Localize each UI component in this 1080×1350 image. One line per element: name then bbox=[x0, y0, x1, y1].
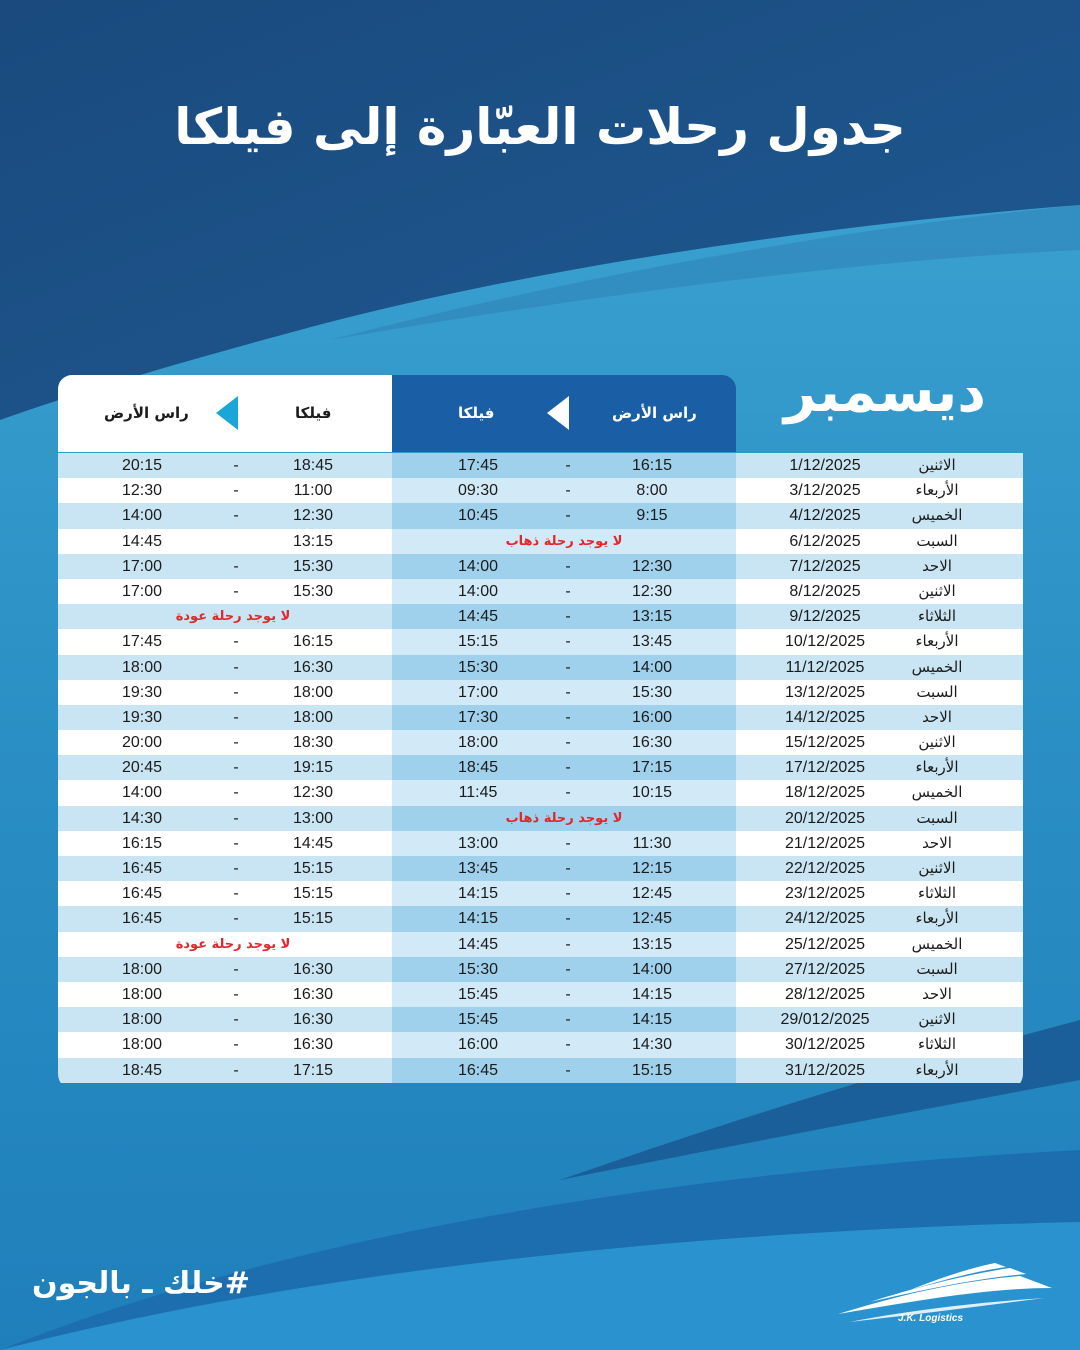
out-dep-cell: 12:30 bbox=[631, 582, 673, 600]
out-arr-cell: 16:45 bbox=[457, 1061, 499, 1079]
ret-arr-cell: 12:30 bbox=[121, 482, 163, 500]
day-cell: الأربعاء bbox=[915, 632, 959, 651]
table-row bbox=[58, 529, 1023, 554]
out-arr-cell: 14:15 bbox=[457, 910, 499, 928]
day-cell: الثلاثاء bbox=[917, 884, 957, 903]
day-cell: السبت bbox=[916, 531, 958, 550]
out-dep-cell: 17:15 bbox=[631, 759, 673, 777]
row-band bbox=[736, 554, 1023, 579]
row-band bbox=[58, 730, 392, 755]
row-band bbox=[392, 655, 736, 680]
return-from-label: فيلكا bbox=[295, 404, 332, 422]
row-band bbox=[58, 453, 392, 478]
ret-arr-cell: 14:45 bbox=[121, 532, 163, 550]
out-sep-cell: - bbox=[565, 507, 571, 525]
ret-arr-cell: 20:45 bbox=[121, 759, 163, 777]
ret-sep-cell: - bbox=[233, 759, 239, 777]
ret-dep-cell: 17:15 bbox=[292, 1061, 334, 1079]
day-cell: الاثنين bbox=[918, 456, 956, 474]
row-band bbox=[736, 1032, 1023, 1057]
table-row bbox=[58, 1007, 1023, 1032]
table-row bbox=[58, 478, 1023, 503]
day-cell: الاحد bbox=[922, 984, 952, 1003]
table-row bbox=[58, 1058, 1023, 1083]
out-arr-cell: 15:45 bbox=[457, 985, 499, 1003]
day-cell: الاحد bbox=[922, 833, 952, 852]
day-cell: الثلاثاء bbox=[917, 607, 957, 626]
out-arr-cell: 14:00 bbox=[457, 582, 499, 600]
ret-dep-cell: 18:30 bbox=[292, 734, 334, 752]
ret-dep-cell: 12:30 bbox=[292, 507, 334, 525]
date-cell: 20/12/2025 bbox=[784, 809, 866, 827]
day-cell: الخميس bbox=[911, 506, 963, 525]
row-band bbox=[392, 780, 736, 805]
out-dep-cell: 15:15 bbox=[631, 1061, 673, 1079]
row-band bbox=[392, 1007, 736, 1032]
table-row bbox=[58, 604, 1023, 629]
ret-arr-cell: 19:30 bbox=[121, 683, 163, 701]
ret-dep-cell: 12:30 bbox=[292, 784, 334, 802]
row-band bbox=[392, 579, 736, 604]
ret-sep-cell: - bbox=[233, 507, 239, 525]
date-cell: 14/12/2025 bbox=[784, 708, 866, 726]
row-band bbox=[392, 680, 736, 705]
ret-dep-cell: 16:30 bbox=[292, 1011, 334, 1029]
out-dep-cell: 14:30 bbox=[631, 1036, 673, 1054]
out-dep-cell: 14:15 bbox=[631, 1011, 673, 1029]
row-band bbox=[392, 856, 736, 881]
row-band bbox=[58, 806, 392, 831]
row-band bbox=[736, 755, 1023, 780]
row-band bbox=[58, 1007, 392, 1032]
out-dep-cell: 13:45 bbox=[631, 633, 673, 651]
month-title: ديسمبر bbox=[784, 360, 986, 425]
row-band bbox=[736, 856, 1023, 881]
row-band bbox=[736, 1058, 1023, 1083]
row-band bbox=[58, 579, 392, 604]
row-band bbox=[58, 680, 392, 705]
table-row bbox=[58, 906, 1023, 931]
table-row bbox=[58, 655, 1023, 680]
out-dep-cell: 10:15 bbox=[631, 784, 673, 802]
out-sep-cell: - bbox=[565, 1061, 571, 1079]
table-row bbox=[58, 503, 1023, 528]
row-band bbox=[58, 478, 392, 503]
outbound-from-label: راس الأرض bbox=[612, 404, 697, 422]
ret-arr-cell: 18:00 bbox=[121, 960, 163, 978]
out-dep-cell: 16:00 bbox=[631, 708, 673, 726]
row-band bbox=[58, 881, 392, 906]
out-arr-cell: 17:30 bbox=[457, 708, 499, 726]
ret-dep-cell: 13:15 bbox=[292, 532, 334, 550]
out-sep-cell: - bbox=[565, 457, 571, 474]
row-band bbox=[58, 629, 392, 654]
row-band bbox=[392, 453, 736, 478]
out-arr-cell: 09:30 bbox=[457, 482, 499, 500]
out-arr-cell: 16:00 bbox=[457, 1036, 499, 1054]
schedule-table bbox=[58, 453, 1023, 1090]
date-cell: 30/12/2025 bbox=[784, 1036, 866, 1054]
row-band bbox=[58, 780, 392, 805]
out-dep-cell: 15:30 bbox=[631, 683, 673, 701]
row-band bbox=[392, 554, 736, 579]
row-band bbox=[736, 806, 1023, 831]
row-band bbox=[736, 655, 1023, 680]
date-cell: 25/12/2025 bbox=[784, 935, 866, 953]
out-arr-cell: 14:45 bbox=[457, 608, 499, 626]
no-trip-note: لا يوجد رحلة ذهاب bbox=[505, 533, 623, 549]
out-sep-cell: - bbox=[565, 734, 571, 752]
out-dep-cell: 12:15 bbox=[631, 860, 673, 877]
ret-dep-cell: 16:30 bbox=[292, 960, 334, 978]
row-band bbox=[736, 957, 1023, 982]
date-cell: 21/12/2025 bbox=[784, 834, 866, 852]
ret-arr-cell: 16:15 bbox=[121, 834, 163, 852]
ret-sep-cell: - bbox=[233, 834, 239, 852]
row-band bbox=[392, 1032, 736, 1057]
ret-arr-cell: 14:00 bbox=[121, 507, 163, 525]
day-cell: الخميس bbox=[911, 934, 963, 953]
ret-sep-cell: - bbox=[233, 1011, 239, 1029]
out-dep-cell: 14:00 bbox=[631, 658, 673, 676]
date-cell: 23/12/2025 bbox=[784, 885, 866, 903]
row-band bbox=[392, 881, 736, 906]
out-arr-cell: 13:45 bbox=[457, 860, 499, 877]
date-cell: 18/12/2025 bbox=[784, 784, 866, 802]
row-band bbox=[392, 932, 736, 957]
ret-arr-cell: 20:15 bbox=[121, 457, 163, 474]
row-band bbox=[58, 1032, 392, 1057]
out-sep-cell: - bbox=[565, 1036, 571, 1054]
out-sep-cell: - bbox=[565, 759, 571, 777]
date-cell: 28/12/2025 bbox=[784, 985, 866, 1003]
row-band bbox=[736, 906, 1023, 931]
page-title: جدول رحلات العبّارة إلى فيلكا bbox=[174, 98, 906, 156]
row-band bbox=[58, 856, 392, 881]
ret-dep-cell: 15:30 bbox=[292, 557, 334, 575]
ret-dep-cell: 14:45 bbox=[292, 834, 334, 852]
ret-arr-cell: 17:00 bbox=[121, 557, 163, 575]
date-cell: 22/12/2025 bbox=[784, 860, 866, 877]
ret-dep-cell: 15:30 bbox=[292, 582, 334, 600]
logo-text: J.K. Logistics bbox=[898, 1313, 964, 1324]
row-band bbox=[392, 982, 736, 1007]
day-cell: السبت bbox=[916, 682, 958, 701]
date-cell: 31/12/2025 bbox=[784, 1061, 866, 1079]
ret-arr-cell: 18:45 bbox=[121, 1061, 163, 1079]
row-band bbox=[736, 730, 1023, 755]
date-cell: 15/12/2025 bbox=[784, 734, 866, 752]
no-trip-note: لا يوجد رحلة ذهاب bbox=[505, 810, 623, 826]
day-cell: السبت bbox=[916, 808, 958, 827]
out-sep-cell: - bbox=[565, 582, 571, 600]
row-band bbox=[392, 730, 736, 755]
date-cell: 27/12/2025 bbox=[784, 960, 866, 978]
day-cell: الأربعاء bbox=[915, 758, 959, 777]
out-dep-cell: 13:15 bbox=[631, 608, 673, 626]
table-row bbox=[58, 957, 1023, 982]
table-row bbox=[58, 755, 1023, 780]
date-cell: 4/12/2025 bbox=[789, 507, 861, 525]
ret-dep-cell: 15:15 bbox=[292, 885, 334, 903]
date-cell: 11/12/2025 bbox=[785, 658, 865, 676]
ret-arr-cell: 17:45 bbox=[121, 633, 163, 651]
table-row bbox=[58, 881, 1023, 906]
date-cell: 8/12/2025 bbox=[789, 582, 861, 600]
ret-dep-cell: 11:00 bbox=[293, 482, 333, 500]
row-band bbox=[58, 1058, 392, 1083]
out-sep-cell: - bbox=[565, 1011, 571, 1029]
out-dep-cell: 12:30 bbox=[631, 557, 673, 575]
day-cell: الأربعاء bbox=[915, 481, 959, 500]
day-cell: الاثنين bbox=[918, 581, 956, 600]
table-row bbox=[58, 453, 1023, 478]
ret-dep-cell: 15:15 bbox=[292, 860, 334, 877]
no-trip-note: لا يوجد رحلة عودة bbox=[175, 936, 291, 952]
ret-sep-cell: - bbox=[233, 683, 239, 701]
table-row bbox=[58, 932, 1023, 957]
row-band bbox=[736, 453, 1023, 478]
ret-sep-cell: - bbox=[233, 557, 239, 575]
out-sep-cell: - bbox=[565, 860, 571, 877]
ret-arr-cell: 14:30 bbox=[121, 809, 163, 827]
out-sep-cell: - bbox=[565, 784, 571, 802]
triangle-left-cyan-icon bbox=[216, 396, 238, 430]
out-sep-cell: - bbox=[565, 910, 571, 928]
table-row bbox=[58, 780, 1023, 805]
day-cell: الأربعاء bbox=[915, 1060, 959, 1079]
table-row bbox=[58, 554, 1023, 579]
ret-sep-cell: - bbox=[233, 960, 239, 978]
out-dep-cell: 12:45 bbox=[631, 885, 673, 903]
row-band bbox=[736, 503, 1023, 528]
table-row bbox=[58, 705, 1023, 730]
row-band bbox=[58, 982, 392, 1007]
ret-sep-cell: - bbox=[233, 482, 239, 500]
date-cell: 10/12/2025 bbox=[784, 633, 866, 651]
day-cell: الثلاثاء bbox=[917, 1035, 957, 1054]
row-band bbox=[736, 680, 1023, 705]
boat-waves-logo-icon bbox=[830, 1258, 1055, 1338]
table-row bbox=[58, 730, 1023, 755]
ret-sep-cell: - bbox=[233, 658, 239, 676]
row-band bbox=[392, 831, 736, 856]
table-row bbox=[58, 680, 1023, 705]
ret-sep-cell: - bbox=[233, 985, 239, 1003]
ret-dep-cell: 18:45 bbox=[292, 457, 334, 474]
out-arr-cell: 15:30 bbox=[457, 960, 499, 978]
ret-arr-cell: 16:45 bbox=[121, 860, 163, 877]
out-dep-cell: 9:15 bbox=[636, 507, 668, 525]
ret-dep-cell: 16:30 bbox=[292, 985, 334, 1003]
row-band bbox=[58, 831, 392, 856]
row-band bbox=[392, 957, 736, 982]
out-dep-cell: 16:30 bbox=[631, 734, 673, 752]
row-band bbox=[736, 579, 1023, 604]
ret-sep-cell: - bbox=[233, 910, 239, 928]
day-cell: الاثنين bbox=[918, 1010, 956, 1029]
hashtag-text: #خلك ـ بالجون bbox=[32, 1266, 250, 1301]
ret-arr-cell: 18:00 bbox=[121, 1011, 163, 1029]
date-cell: 29/012/2025 bbox=[780, 1011, 870, 1029]
out-arr-cell: 17:00 bbox=[457, 683, 499, 701]
ret-sep-cell: - bbox=[233, 1036, 239, 1054]
ret-arr-cell: 18:00 bbox=[121, 658, 163, 676]
ret-arr-cell: 18:00 bbox=[121, 985, 163, 1003]
ret-dep-cell: 16:30 bbox=[292, 658, 334, 676]
out-sep-cell: - bbox=[565, 935, 571, 953]
out-arr-cell: 18:45 bbox=[457, 759, 499, 777]
date-cell: 3/12/2025 bbox=[789, 482, 861, 500]
ret-arr-cell: 20:00 bbox=[121, 734, 163, 752]
ret-dep-cell: 16:15 bbox=[292, 633, 334, 651]
out-arr-cell: 18:00 bbox=[457, 734, 499, 752]
out-arr-cell: 17:45 bbox=[457, 457, 499, 474]
row-band bbox=[736, 705, 1023, 730]
out-sep-cell: - bbox=[565, 633, 571, 651]
row-band bbox=[58, 755, 392, 780]
ret-arr-cell: 18:00 bbox=[121, 1036, 163, 1054]
day-cell: الخميس bbox=[911, 783, 963, 802]
row-band bbox=[392, 1058, 736, 1083]
out-sep-cell: - bbox=[565, 834, 571, 852]
out-dep-cell: 13:15 bbox=[631, 935, 673, 953]
ret-sep-cell: - bbox=[233, 784, 239, 802]
table-row bbox=[58, 982, 1023, 1007]
row-band bbox=[736, 1007, 1023, 1032]
ret-sep-cell: - bbox=[233, 809, 239, 827]
ret-dep-cell: 16:30 bbox=[292, 1036, 334, 1054]
ret-dep-cell: 15:15 bbox=[292, 910, 334, 928]
date-cell: 24/12/2025 bbox=[784, 910, 866, 928]
ret-arr-cell: 17:00 bbox=[121, 582, 163, 600]
table-row bbox=[58, 629, 1023, 654]
ret-arr-cell: 14:00 bbox=[121, 784, 163, 802]
triangle-left-white-icon bbox=[547, 396, 569, 430]
row-band bbox=[736, 629, 1023, 654]
table-row bbox=[58, 856, 1023, 881]
out-arr-cell: 14:00 bbox=[457, 557, 499, 575]
ret-dep-cell: 18:00 bbox=[292, 683, 334, 701]
date-cell: 7/12/2025 bbox=[789, 557, 861, 575]
ret-sep-cell: - bbox=[233, 1061, 239, 1079]
out-sep-cell: - bbox=[565, 708, 571, 726]
day-cell: الاحد bbox=[922, 556, 952, 575]
date-cell: 6/12/2025 bbox=[789, 532, 861, 550]
ret-sep-cell: - bbox=[233, 734, 239, 752]
row-band bbox=[392, 478, 736, 503]
ret-arr-cell: 19:30 bbox=[121, 708, 163, 726]
out-sep-cell: - bbox=[565, 608, 571, 626]
out-dep-cell: 14:15 bbox=[631, 985, 673, 1003]
date-cell: 1/12/2025 bbox=[789, 457, 861, 474]
out-arr-cell: 10:45 bbox=[457, 507, 499, 525]
ret-sep-cell: - bbox=[233, 633, 239, 651]
out-dep-cell: 16:15 bbox=[631, 457, 673, 474]
row-band bbox=[58, 554, 392, 579]
out-sep-cell: - bbox=[565, 482, 571, 500]
ret-sep-cell: - bbox=[233, 582, 239, 600]
out-sep-cell: - bbox=[565, 683, 571, 701]
row-band bbox=[736, 982, 1023, 1007]
no-trip-note: لا يوجد رحلة عودة bbox=[175, 609, 291, 625]
table-row bbox=[58, 806, 1023, 831]
ret-sep-cell: - bbox=[233, 457, 239, 474]
table-row bbox=[58, 1032, 1023, 1057]
row-band bbox=[736, 780, 1023, 805]
day-cell: الخميس bbox=[911, 657, 963, 676]
out-arr-cell: 15:15 bbox=[457, 633, 499, 651]
ret-dep-cell: 18:00 bbox=[292, 708, 334, 726]
ret-dep-cell: 19:15 bbox=[292, 759, 334, 777]
row-band bbox=[392, 906, 736, 931]
day-cell: الاثنين bbox=[918, 859, 956, 877]
out-arr-cell: 14:45 bbox=[457, 935, 499, 953]
ret-arr-cell: 16:45 bbox=[121, 885, 163, 903]
out-sep-cell: - bbox=[565, 985, 571, 1003]
row-band bbox=[736, 881, 1023, 906]
row-band bbox=[736, 604, 1023, 629]
out-sep-cell: - bbox=[565, 557, 571, 575]
out-arr-cell: 15:30 bbox=[457, 658, 499, 676]
ret-sep-cell: - bbox=[233, 885, 239, 903]
ret-sep-cell: - bbox=[233, 860, 239, 877]
row-band bbox=[58, 529, 392, 554]
row-band bbox=[392, 755, 736, 780]
row-band bbox=[736, 831, 1023, 856]
day-cell: الاحد bbox=[922, 707, 952, 726]
table-row bbox=[58, 831, 1023, 856]
day-cell: الأربعاء bbox=[915, 909, 959, 928]
ret-sep-cell: - bbox=[233, 708, 239, 726]
ret-dep-cell: 13:00 bbox=[292, 809, 334, 827]
row-band bbox=[58, 503, 392, 528]
out-dep-cell: 12:45 bbox=[631, 910, 673, 928]
out-dep-cell: 14:00 bbox=[631, 960, 673, 978]
out-dep-cell: 8:00 bbox=[636, 482, 668, 500]
row-band bbox=[58, 957, 392, 982]
row-band bbox=[392, 604, 736, 629]
day-cell: الاثنين bbox=[918, 733, 956, 752]
row-band bbox=[392, 629, 736, 654]
row-band bbox=[392, 503, 736, 528]
out-arr-cell: 14:15 bbox=[457, 885, 499, 903]
date-cell: 13/12/2025 bbox=[784, 683, 866, 701]
out-dep-cell: 11:30 bbox=[632, 834, 672, 852]
out-arr-cell: 11:45 bbox=[458, 784, 498, 802]
row-band bbox=[736, 529, 1023, 554]
row-band bbox=[736, 478, 1023, 503]
date-cell: 9/12/2025 bbox=[789, 608, 861, 626]
date-cell: 17/12/2025 bbox=[784, 759, 866, 777]
out-arr-cell: 13:00 bbox=[457, 834, 499, 852]
out-sep-cell: - bbox=[565, 658, 571, 676]
row-band bbox=[392, 705, 736, 730]
out-arr-cell: 15:45 bbox=[457, 1011, 499, 1029]
day-cell: السبت bbox=[916, 959, 958, 978]
row-band bbox=[58, 705, 392, 730]
table-row bbox=[58, 579, 1023, 604]
outbound-to-label: فيلكا bbox=[458, 404, 495, 422]
ret-arr-cell: 16:45 bbox=[121, 910, 163, 928]
return-to-label: راس الأرض bbox=[104, 404, 189, 422]
out-sep-cell: - bbox=[565, 960, 571, 978]
out-sep-cell: - bbox=[565, 885, 571, 903]
row-band bbox=[58, 906, 392, 931]
row-band bbox=[736, 932, 1023, 957]
row-band bbox=[58, 655, 392, 680]
